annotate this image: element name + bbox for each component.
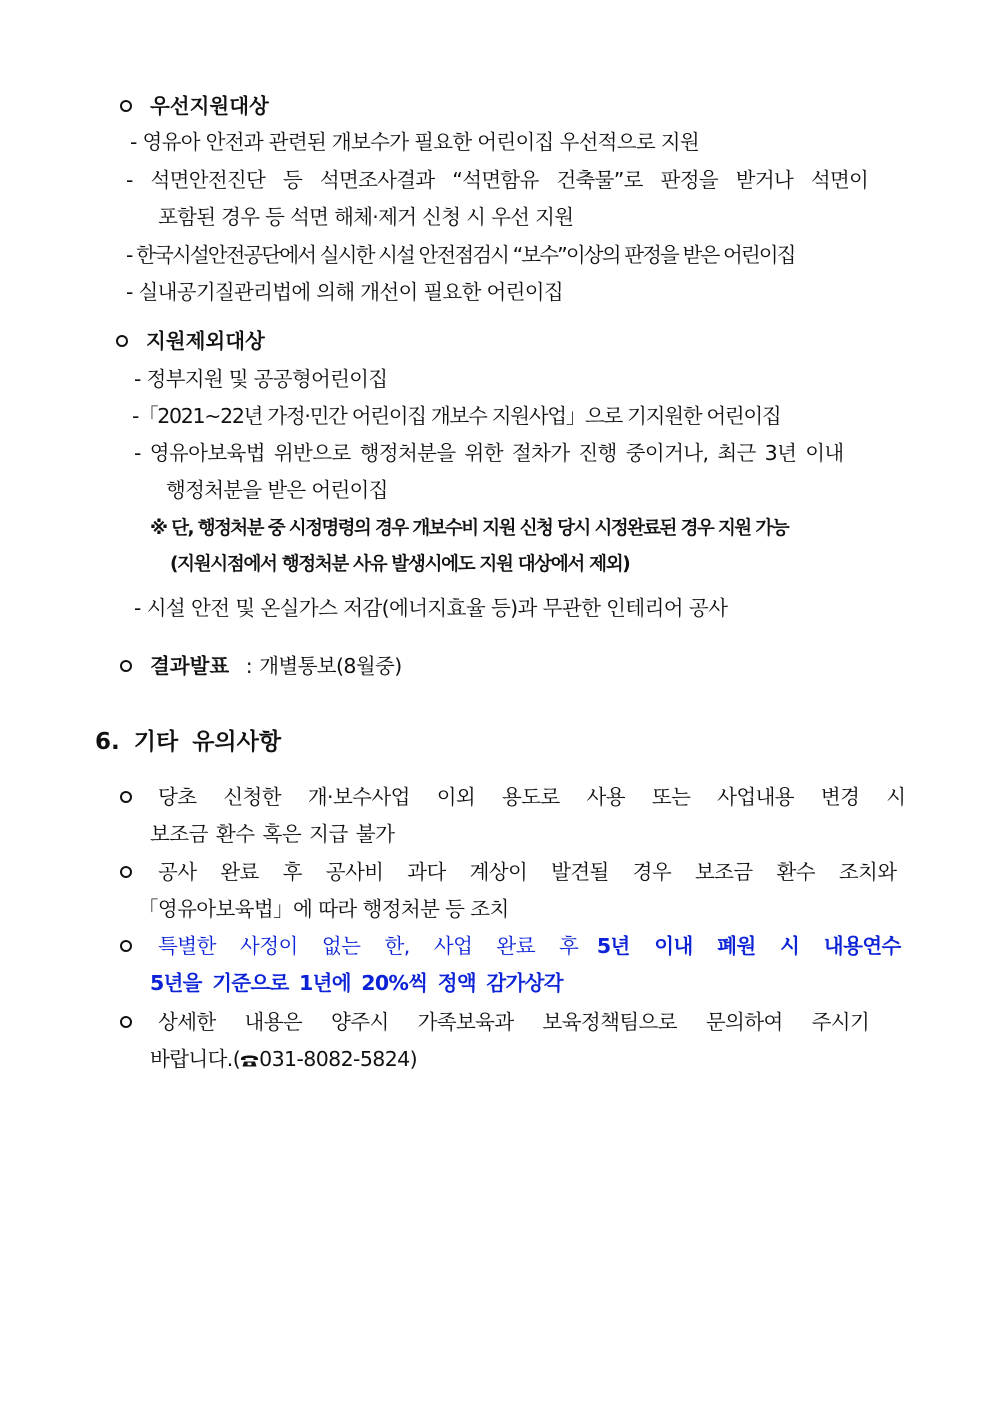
notice-item-highlight [158,931,901,961]
circle-bullet-icon [120,791,132,803]
exclusion-item: - 정부지원 및 공공형어린이집 [134,367,388,391]
priority-item-cont: 포함된 경우 등 석면 해체·제거 신청 시 우선 지원 [158,205,574,229]
contact-phone: 031-8082-5824) [259,1047,418,1071]
result-line [150,651,402,681]
section-heading: 6. 기타 유의사항 [95,729,282,755]
priority-item: - 한국시설안전공단에서 실시한 시설 안전점검시 “보수”이상의 판정을 받은 어린이집 [126,243,795,267]
notice-item-cont [150,1044,417,1074]
circle-bullet-icon [120,1016,132,1028]
result-separator: : [245,654,253,678]
circle-bullet-icon [120,940,132,952]
exclusion-item-cont: 행정처분을 받은 어린이집 [166,478,388,502]
circle-bullet-icon [120,866,132,878]
contact-text: 바랍니다.( [150,1047,241,1071]
exclusion-heading: 지원제외대상 [146,329,265,353]
notice-highlight-text: 특별한 사정이 없는 한, 사업 완료 후 [158,934,579,958]
exclusion-note: ※ 단, 행정처분 중 시정명령의 경우 개보수비 지원 신청 당시 시정완료된 경우 지원 가능 [150,518,788,539]
circle-bullet-icon [120,100,132,112]
priority-item: - 영유아 안전과 관련된 개보수가 필요한 어린이집 우선적으로 지원 [130,130,700,154]
priority-item: - 석면안전진단 등 석면조사결과 “석면함유 건축물”로 판정을 받거나 석면이 [126,168,869,192]
notice-item: 공사 완료 후 공사비 과다 계상이 발견될 경우 보조금 환수 조치와 [158,860,897,884]
exclusion-item: - 영유아보육법 위반으로 행정처분을 위한 절차가 진행 중이거나, 최근 3년 이내 [134,441,844,465]
exclusion-item: -「2021~22년 가정·민간 어린이집 개보수 지원사업」으로 기지원한 어린이집 [132,404,781,428]
result-value: 개별통보(8월중) [259,654,402,678]
circle-bullet-icon [120,660,132,672]
exclusion-item: - 시설 안전 및 온실가스 저감(에너지효율 등)과 무관한 인테리어 공사 [134,596,728,620]
result-heading: 결과발표 [150,654,230,678]
circle-bullet-icon [116,335,128,347]
phone-icon [240,1053,259,1067]
notice-highlight-bold: 5년 이내 폐원 시 내용연수 [596,934,901,958]
priority-item: - 실내공기질관리법에 의해 개선이 필요한 어린이집 [126,280,563,304]
notice-item: 당초 신청한 개·보수사업 이외 용도로 사용 또는 사업내용 변경 시 [158,785,906,809]
notice-item: 상세한 내용은 양주시 가족보육과 보육정책팀으로 문의하여 주시기 [158,1010,870,1034]
exclusion-note-cont: (지원시점에서 행정처분 사유 발생시에도 지원 대상에서 제외) [170,554,630,575]
notice-item-cont: 보조금 환수 혹은 지급 불가 [150,822,395,846]
notice-item-cont: 「영유아보육법」에 따라 행정처분 등 조치 [138,897,509,921]
priority-heading: 우선지원대상 [150,94,269,118]
notice-highlight-cont: 5년을 기준으로 1년에 20%씩 정액 감가상각 [150,971,563,995]
